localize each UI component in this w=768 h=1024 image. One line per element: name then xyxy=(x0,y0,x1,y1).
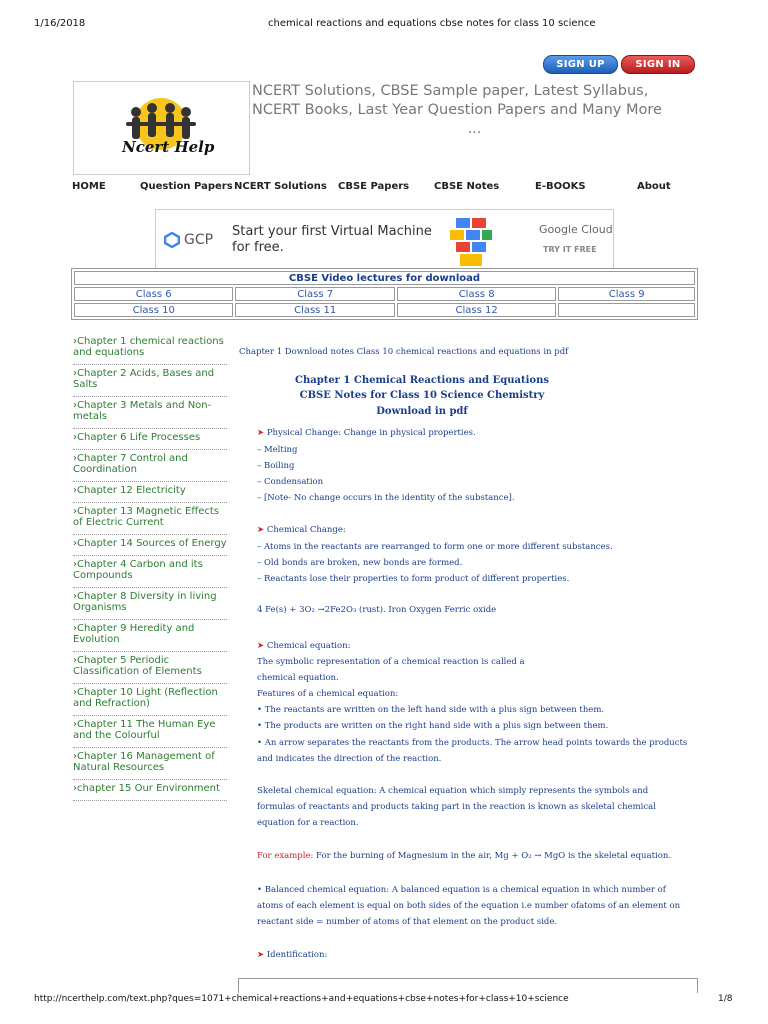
content-frame-edge xyxy=(238,978,698,993)
gcp-ad-banner[interactable] xyxy=(155,209,614,269)
example-text: For the burning of Magnesium in the air, Mg + O₂ → MgO is the skeletal equation. xyxy=(316,851,672,861)
ad-try-free[interactable]: TRY IT FREE xyxy=(543,245,597,254)
eq-line: Features of a chemical equation: xyxy=(257,689,399,699)
ad-brand: GCP xyxy=(184,232,214,248)
sidebar-item[interactable]: › Chapter 5 Periodic Classification of Elements xyxy=(73,652,227,684)
sidebar-item[interactable]: › Chapter 14 Sources of Energy xyxy=(73,535,227,556)
chem-item: – Old bonds are broken, new bonds are formed. xyxy=(257,558,463,568)
sidebar-item[interactable]: › Chapter 11 The Human Eye and the Colourful xyxy=(73,716,227,748)
nav-ebooks[interactable]: E-BOOKS xyxy=(535,181,586,192)
example-line xyxy=(257,851,671,861)
nav-cbse-papers[interactable]: CBSE Papers xyxy=(338,181,410,192)
rust-equation: 4 Fe(s) + 3O₂ →2Fe2O₃ (rust). Iron Oxygen Ferric oxide xyxy=(257,605,497,615)
logo-text: Ncert Help xyxy=(122,138,215,156)
tagline-line-3: ... xyxy=(467,121,482,137)
empty-cell xyxy=(558,303,695,317)
class-11-link[interactable]: Class 11 xyxy=(235,303,394,317)
ad-cube-graphic-icon xyxy=(446,212,496,268)
skeletal-line: formulas of reactants and products taking part in the reaction is known as skeletal chemical xyxy=(257,802,656,812)
video-table-heading: CBSE Video lectures for download xyxy=(74,271,695,285)
class-7-link[interactable]: Class 7 xyxy=(235,287,394,301)
chem-item: – Reactants lose their properties to form product of different properties. xyxy=(257,574,570,584)
content-heading-2: CBSE Notes for Class 10 Science Chemistry xyxy=(299,390,545,401)
site-logo[interactable] xyxy=(73,81,250,175)
phys-item: – [Note- No change occurs in the identity of the substance]. xyxy=(257,493,515,503)
sidebar-item[interactable]: › Chapter 2 Acids, Bases and Salts xyxy=(73,365,227,397)
download-pdf-link[interactable]: Download in pdf xyxy=(376,406,468,417)
skeletal-line: equation for a reaction. xyxy=(257,818,359,828)
sidebar-item[interactable]: › Chapter 8 Diversity in living Organisms xyxy=(73,588,227,620)
sign-up-button[interactable]: SIGN UP xyxy=(543,55,618,74)
phys-item: – Condensation xyxy=(257,477,324,487)
sidebar-item[interactable]: › Chapter 9 Heredity and Evolution xyxy=(73,620,227,652)
eq-line: chemical equation. xyxy=(257,673,339,683)
video-lectures-table xyxy=(71,268,698,320)
sidebar-item[interactable]: › Chapter 16 Management of Natural Resources xyxy=(73,748,227,780)
class-10-link[interactable]: Class 10 xyxy=(74,303,233,317)
class-8-link[interactable]: Class 8 xyxy=(397,287,556,301)
chem-item: – Atoms in the reactants are rearranged to form one or more different substances. xyxy=(257,542,613,552)
tagline-line-2: NCERT Books, Last Year Question Papers and Many More xyxy=(252,102,662,118)
phys-item: – Melting xyxy=(257,445,298,455)
ad-text xyxy=(232,224,432,256)
ad-text-line-2: for free. xyxy=(232,240,284,255)
chapter-sidebar xyxy=(73,333,227,801)
tagline-line-1: NCERT Solutions, CBSE Sample paper, Latest Syllabus, xyxy=(252,83,649,99)
chemical-change-heading: ➤ Chemical Change: xyxy=(257,525,346,535)
sidebar-item[interactable]: › Chapter 12 Electricity xyxy=(73,482,227,503)
ad-google-cloud: Google Cloud xyxy=(539,223,613,236)
sidebar-item[interactable]: › Chapter 13 Magnetic Effects of Electric Current xyxy=(73,503,227,535)
site-tagline xyxy=(252,82,697,139)
gcp-hexagon-icon xyxy=(164,232,180,248)
skeletal-line: Skeletal chemical equation: A chemical equation which simply represents the symbols and xyxy=(257,786,649,796)
sidebar-item[interactable]: › Chapter 4 Carbon and its Compounds xyxy=(73,556,227,588)
nav-ncert-solutions[interactable]: NCERT Solutions xyxy=(234,181,327,192)
chemical-equation-heading: ➤ Chemical equation: xyxy=(257,641,350,651)
sidebar-item[interactable]: › Chapter 3 Metals and Non-metals xyxy=(73,397,227,429)
pdf-title: chemical reactions and equations cbse notes for class 10 science xyxy=(268,18,596,29)
pdf-page-number: 1/8 xyxy=(718,994,733,1004)
pdf-date: 1/16/2018 xyxy=(34,18,86,29)
phys-item: – Boiling xyxy=(257,461,295,471)
nav-about[interactable]: About xyxy=(637,181,671,192)
class-6-link[interactable]: Class 6 xyxy=(74,287,233,301)
logo-graphic-icon xyxy=(74,82,249,174)
pdf-url: http://ncerthelp.com/text.php?ques=1071+chemical+reactions+and+equations+cbse+notes+for+class+10+science xyxy=(34,994,569,1004)
eq-line: • The reactants are written on the left hand side with a plus sign between them. xyxy=(257,705,605,715)
class-9-link[interactable]: Class 9 xyxy=(558,287,695,301)
example-label: For example: xyxy=(257,851,314,861)
content-heading-1: Chapter 1 Chemical Reactions and Equations xyxy=(295,375,549,386)
eq-line: • An arrow separates the reactants from the products. The arrow head points towards the products xyxy=(257,738,688,748)
eq-line: and indicates the direction of the reaction. xyxy=(257,754,442,764)
sidebar-item[interactable]: › Chapter 7 Control and Coordination xyxy=(73,450,227,482)
sign-in-button[interactable]: SIGN IN xyxy=(621,55,695,74)
sidebar-item[interactable]: › Chapter 6 Life Processes xyxy=(73,429,227,450)
identification-heading: ➤ Identification: xyxy=(257,950,327,960)
balanced-line: reactant side = number of atoms of that element on the product side. xyxy=(257,917,558,927)
nav-home[interactable]: HOME xyxy=(72,181,106,192)
balanced-line: atoms of each element is equal on both sides of the equation i.e number ofatoms of an element on xyxy=(257,901,681,911)
balanced-line: • Balanced chemical equation: A balanced equation is a chemical equation in which number of xyxy=(257,885,666,895)
class-12-link[interactable]: Class 12 xyxy=(397,303,556,317)
sidebar-item[interactable]: › Chapter 10 Light (Reflection and Refraction) xyxy=(73,684,227,716)
sidebar-item[interactable]: › Chapter 1 chemical reactions and equations xyxy=(73,333,227,365)
eq-line: • The products are written on the right hand side with a plus sign between them. xyxy=(257,721,609,731)
eq-line: The symbolic representation of a chemical reaction is called a xyxy=(257,657,525,667)
nav-cbse-notes[interactable]: CBSE Notes xyxy=(434,181,500,192)
sidebar-item[interactable]: › chapter 15 Our Environment xyxy=(73,780,227,801)
nav-question-papers[interactable]: Question Papers xyxy=(140,181,233,192)
ad-text-line-1: Start your first Virtual Machine xyxy=(232,224,432,239)
physical-change-heading: ➤ Physical Change: Change in physical properties. xyxy=(257,428,476,438)
download-notes-link[interactable]: Chapter 1 Download notes Class 10 chemical reactions and equations in pdf xyxy=(239,347,569,357)
